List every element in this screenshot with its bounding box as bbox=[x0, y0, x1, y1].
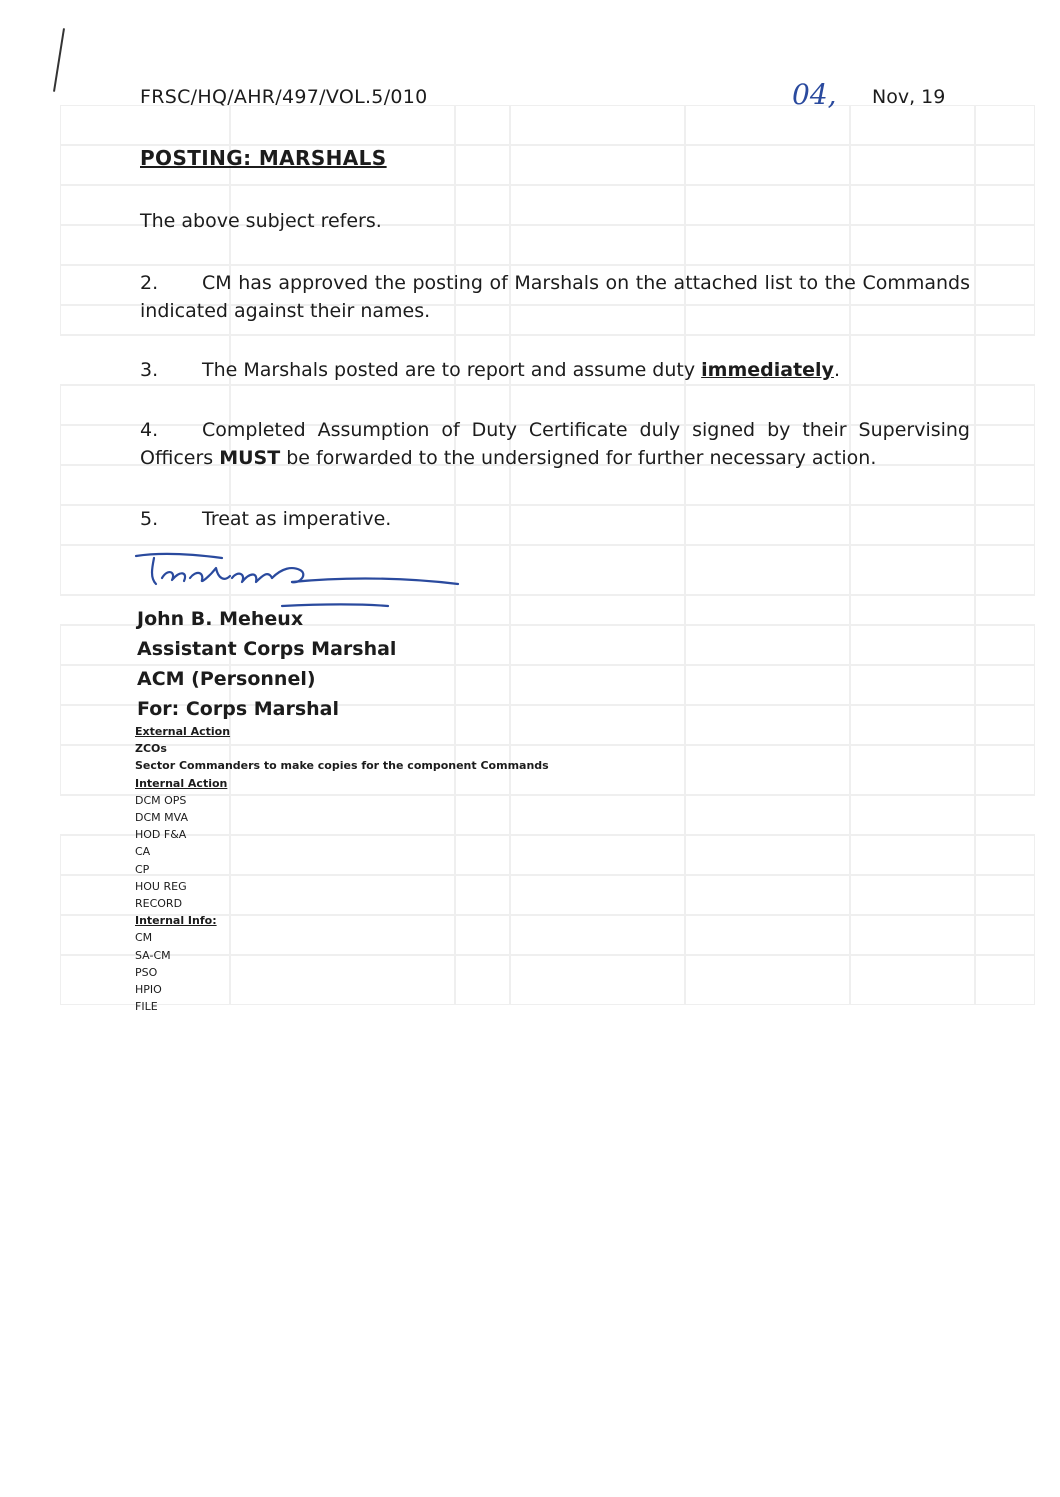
paragraph-text: The Marshals posted are to report and assume duty bbox=[202, 359, 702, 381]
internal-info-recipient: HPIO bbox=[135, 983, 162, 997]
internal-action-recipient: CA bbox=[135, 845, 151, 859]
internal-action-recipient: DCM OPS bbox=[135, 793, 187, 807]
letter-subject: POSTING: MARSHALS bbox=[140, 146, 387, 170]
signatory-name: John B. Meheux bbox=[137, 608, 304, 630]
paragraph-1: The above subject refers. bbox=[140, 210, 382, 232]
reference-number: FRSC/HQ/AHR/497/VOL.5/010 bbox=[140, 86, 428, 108]
paragraph-3 bbox=[140, 356, 970, 384]
handwritten-day: 04, bbox=[792, 78, 837, 111]
emphasis-immediately: immediately bbox=[701, 359, 834, 381]
internal-info-heading: Internal Info: bbox=[135, 914, 217, 928]
letter-date: Nov, 19 bbox=[872, 86, 946, 108]
paragraph-5 bbox=[140, 505, 970, 533]
paragraph-number: 3. bbox=[140, 359, 159, 381]
for-corps-marshal: For: Corps Marshal bbox=[137, 698, 340, 720]
paragraph-4 bbox=[140, 416, 970, 472]
internal-info-recipient: CM bbox=[135, 931, 153, 945]
paragraph-text: Completed Assumption of Duty Certificate duly signed by their Supervising Officers bbox=[140, 419, 970, 469]
paragraph-text-end: . bbox=[833, 359, 840, 381]
signatory-title: Assistant Corps Marshal bbox=[137, 638, 397, 660]
paragraph-text: CM has approved the posting of Marshals on the attached list to the Commands indicated against their names. bbox=[140, 272, 970, 322]
internal-info-recipient: SA-CM bbox=[135, 948, 171, 962]
internal-action-recipient: HOD F&A bbox=[135, 828, 187, 842]
internal-action-recipient: HOU REG bbox=[135, 879, 187, 893]
internal-action-recipient: DCM MVA bbox=[135, 811, 188, 825]
internal-action-recipient: RECORD bbox=[135, 897, 183, 911]
paragraph-number: 5. bbox=[140, 508, 159, 530]
internal-info-recipient: FILE bbox=[135, 1000, 158, 1014]
external-action-heading: External Action bbox=[135, 725, 231, 738]
paragraph-text-end: be forwarded to the undersigned for further necessary action. bbox=[280, 447, 877, 469]
signatory-office: ACM (Personnel) bbox=[137, 668, 316, 690]
external-recipient: Sector Commanders to make copies for the component Commands bbox=[135, 759, 549, 773]
external-recipient: ZCOs bbox=[135, 742, 167, 756]
internal-info-recipient: PSO bbox=[135, 965, 158, 979]
paragraph-number: 4. bbox=[140, 419, 159, 441]
internal-action-heading: Internal Action bbox=[135, 776, 228, 790]
paragraph-text: Treat as imperative. bbox=[202, 508, 392, 530]
margin-pen-mark bbox=[53, 28, 65, 92]
paragraph-2 bbox=[140, 269, 970, 325]
internal-action-recipient: CP bbox=[135, 862, 150, 876]
paragraph-number: 2. bbox=[140, 272, 159, 294]
emphasis-must: MUST bbox=[219, 447, 281, 469]
distribution-list bbox=[135, 723, 549, 1015]
